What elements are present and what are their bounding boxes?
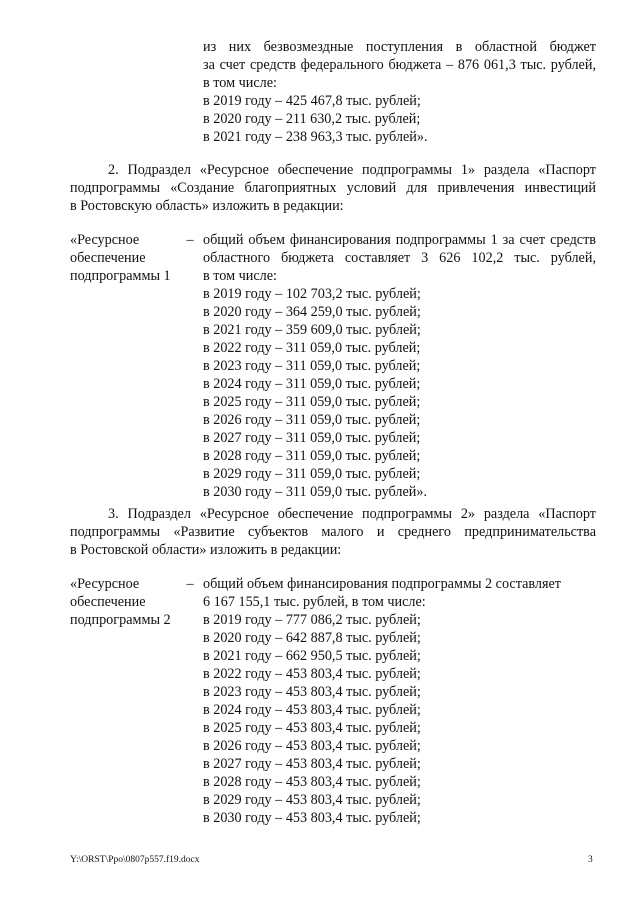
- year-line: в 2027 году – 453 803,4 тыс. рублей;: [203, 756, 421, 772]
- year-line: в 2029 году – 311 059,0 тыс. рублей;: [203, 466, 421, 482]
- year-line: в 2028 году – 453 803,4 тыс. рублей;: [203, 774, 421, 790]
- paragraph-line: в Ростовской области» изложить в редакции:: [70, 542, 342, 558]
- year-line: в 2024 году – 311 059,0 тыс. рублей;: [203, 376, 421, 392]
- page-number: 3: [588, 855, 593, 865]
- label-line: подпрограммы 1: [70, 268, 171, 284]
- year-line: в 2019 году – 102 703,2 тыс. рублей;: [203, 286, 421, 302]
- section-3-intro: [70, 505, 596, 559]
- funding-continuation-block: [203, 38, 596, 146]
- label-line: обеспечение: [70, 250, 146, 266]
- year-line: в 2024 году – 453 803,4 тыс. рублей;: [203, 702, 421, 718]
- resource-content: [203, 575, 596, 827]
- paragraph-line: 3. Подраздел «Ресурсное обеспечение подпрограммы 2» раздела «Паспорт: [108, 506, 596, 522]
- year-line: в 2023 году – 311 059,0 тыс. рублей;: [203, 358, 421, 374]
- label-line: подпрограммы 2: [70, 612, 171, 628]
- content-line: в том числе:: [203, 268, 277, 284]
- year-line: в 2027 году – 311 059,0 тыс. рублей;: [203, 430, 421, 446]
- dash-separator: –: [186, 232, 194, 248]
- paragraph-line: подпрограммы «Развитие субъектов малого и среднего предпринимательства: [70, 524, 596, 540]
- text-line: в 2020 году – 211 630,2 тыс. рублей;: [203, 111, 421, 127]
- label-line: «Ресурсное: [70, 576, 140, 592]
- paragraph-line: 2. Подраздел «Ресурсное обеспечение подпрограммы 1» раздела «Паспорт: [108, 162, 596, 178]
- content-line: общий объем финансирования подпрограммы 1 за счет средств: [203, 232, 596, 248]
- year-line: в 2022 году – 453 803,4 тыс. рублей;: [203, 666, 421, 682]
- year-line: в 2026 году – 453 803,4 тыс. рублей;: [203, 738, 421, 754]
- text-line: из них безвозмездные поступления в областной бюджет: [203, 39, 596, 55]
- paragraph-line: в Ростовскую область» изложить в редакции:: [70, 198, 344, 214]
- content-line: 6 167 155,1 тыс. рублей, в том числе:: [203, 594, 426, 610]
- year-line: в 2019 году – 777 086,2 тыс. рублей;: [203, 612, 421, 628]
- section-2-intro: [70, 161, 596, 215]
- resource-label: [70, 231, 180, 285]
- content-line: общий объем финансирования подпрограммы 2 составляет: [203, 576, 561, 592]
- text-line: в том числе:: [203, 75, 277, 91]
- year-line: в 2021 году – 359 609,0 тыс. рублей;: [203, 322, 421, 338]
- year-line: в 2020 году – 364 259,0 тыс. рублей;: [203, 304, 421, 320]
- year-line: в 2021 году – 662 950,5 тыс. рублей;: [203, 648, 421, 664]
- dash-separator: –: [186, 576, 194, 592]
- year-line: в 2028 году – 311 059,0 тыс. рублей;: [203, 448, 421, 464]
- year-line: в 2026 году – 311 059,0 тыс. рублей;: [203, 412, 421, 428]
- year-line: в 2030 году – 311 059,0 тыс. рублей».: [203, 484, 427, 500]
- text-line: в 2021 году – 238 963,3 тыс. рублей».: [203, 129, 428, 145]
- text-line: в 2019 году – 425 467,8 тыс. рублей;: [203, 93, 421, 109]
- label-line: «Ресурсное: [70, 232, 140, 248]
- year-line: в 2029 году – 453 803,4 тыс. рублей;: [203, 792, 421, 808]
- footer-file-path: Y:\ORST\Ppo\0807p557.f19.docx: [70, 855, 200, 865]
- paragraph-line: подпрограммы «Создание благоприятных условий для привлечения инвестиций: [70, 180, 596, 196]
- year-line: в 2025 году – 311 059,0 тыс. рублей;: [203, 394, 421, 410]
- year-line: в 2023 году – 453 803,4 тыс. рублей;: [203, 684, 421, 700]
- year-line: в 2025 году – 453 803,4 тыс. рублей;: [203, 720, 421, 736]
- content-line: областного бюджета составляет 3 626 102,2 тыс. рублей,: [203, 250, 596, 266]
- year-line: в 2020 году – 642 887,8 тыс. рублей;: [203, 630, 421, 646]
- resource-label: [70, 575, 180, 629]
- text-line: за счет средств федерального бюджета – 876 061,3 тыс. рублей,: [203, 57, 596, 73]
- resource-content: [203, 231, 596, 501]
- label-line: обеспечение: [70, 594, 146, 610]
- year-line: в 2022 году – 311 059,0 тыс. рублей;: [203, 340, 421, 356]
- year-line: в 2030 году – 453 803,4 тыс. рублей;: [203, 810, 421, 826]
